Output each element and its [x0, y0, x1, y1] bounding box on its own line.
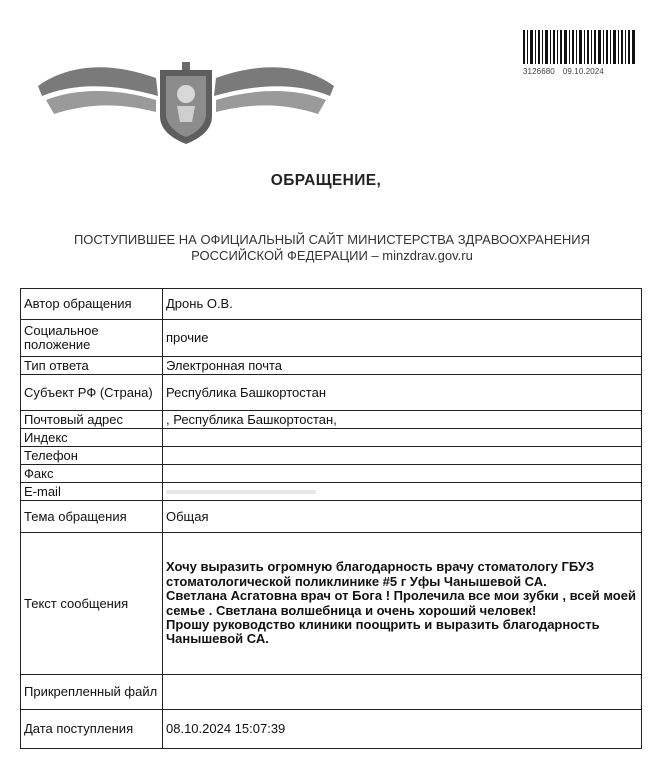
- value-received-date: 08.10.2024 15:07:39: [163, 710, 642, 749]
- label-subject: Тема обращения: [21, 501, 163, 533]
- label-region: Субъект РФ (Страна): [21, 375, 163, 411]
- row-email: [21, 483, 642, 501]
- appeal-details-table: [20, 288, 642, 749]
- label-postal-address: Почтовый адрес: [21, 411, 163, 429]
- label-attachment: Прикрепленный файл: [21, 675, 163, 710]
- value-author: Дронь О.В.: [163, 289, 642, 320]
- barcode-caption: [523, 67, 639, 76]
- subtitle-line-2: РОССИЙСКОЙ ФЕДЕРАЦИИ – minzdrav.gov.ru: [191, 248, 473, 263]
- value-fax: [163, 465, 642, 483]
- value-attachment: [163, 675, 642, 710]
- value-index: [163, 429, 642, 447]
- message-paragraph-1: Хочу выразить огромную благодарность врачу стоматологу ГБУЗ стоматологической поликлинике #5 г Уфы Чанышевой СА.: [166, 559, 595, 589]
- row-message: [21, 533, 642, 675]
- value-region: Республика Башкортостан: [163, 375, 642, 411]
- row-index: [21, 429, 642, 447]
- row-phone: [21, 447, 642, 465]
- label-phone: Телефон: [21, 447, 163, 465]
- message-paragraph-3: Прошу руководство клиники поощрить и выразить благодарность Чанышевой СА.: [166, 616, 600, 647]
- document-subtitle: [18, 232, 646, 264]
- label-index: Индекс: [21, 429, 163, 447]
- value-email: [163, 483, 642, 501]
- label-email: E-mail: [21, 483, 163, 501]
- coat-of-arms-emblem: [36, 56, 336, 148]
- subtitle-line-1: ПОСТУПИВШЕЕ НА ОФИЦИАЛЬНЫЙ САЙТ МИНИСТЕРСТВА ЗДРАВООХРАНЕНИЯ: [73, 232, 591, 247]
- value-phone: [163, 447, 642, 465]
- row-response-type: [21, 357, 642, 375]
- row-fax: [21, 465, 642, 483]
- row-social-status: [21, 320, 642, 357]
- row-region: [21, 375, 642, 411]
- value-response-type: Электронная почта: [163, 357, 642, 375]
- row-received-date: [21, 710, 642, 749]
- message-paragraph-2: Светлана Асгатовна врач от Бога ! Пролечила все мои зубки , всей моей семье . Светлана волшебница и очень хороший человек!: [166, 588, 636, 618]
- value-postal-address: , Республика Башкортостан,: [163, 411, 642, 429]
- row-postal-address: [21, 411, 642, 429]
- label-response-type: Тип ответа: [21, 357, 163, 375]
- document-title: ОБРАЩЕНИЕ,: [270, 172, 382, 189]
- value-social-status: прочие: [163, 320, 642, 357]
- label-author: Автор обращения: [21, 289, 163, 320]
- row-subject: [21, 501, 642, 533]
- barcode: [523, 30, 635, 64]
- row-author: [21, 289, 642, 320]
- barcode-number: 3126680: [523, 67, 555, 76]
- value-subject: Общая: [163, 501, 642, 533]
- label-fax: Факс: [21, 465, 163, 483]
- label-social-status: Социальное положение: [21, 320, 163, 357]
- redacted-mark: [166, 490, 316, 494]
- row-attachment: [21, 675, 642, 710]
- barcode-date: 09.10.2024: [562, 67, 604, 76]
- label-message: Текст сообщения: [21, 533, 163, 675]
- label-received-date: Дата поступления: [21, 710, 163, 749]
- value-message: [163, 533, 642, 675]
